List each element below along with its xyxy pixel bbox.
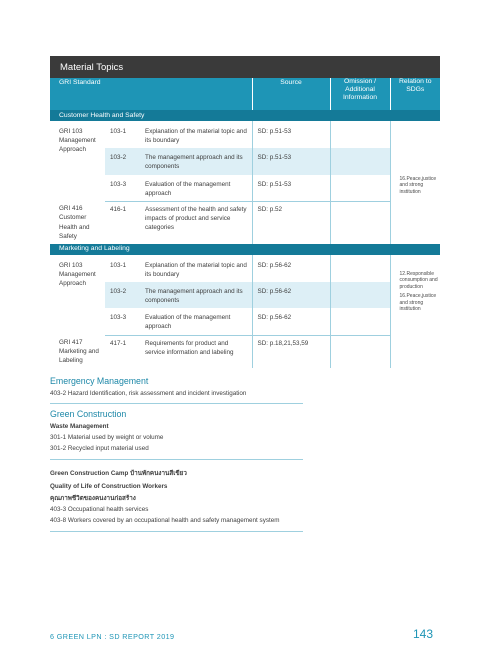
table-row <box>50 175 440 202</box>
section-row-marketing-labeling <box>50 244 440 255</box>
table-row <box>50 335 440 368</box>
omission-cell <box>330 201 390 244</box>
section-row-customer-health <box>50 110 440 121</box>
gri-standard-cell: GRI 416 Customer Health and Safety <box>59 205 90 240</box>
disclosure-code: 103-3 <box>105 175 141 202</box>
divider <box>50 531 303 532</box>
source-cell: SD: p.51-53 <box>252 175 330 202</box>
disclosure-403-8: 403-8 Workers covered by an occupational health and safety management system <box>50 516 280 524</box>
section-label: Marketing and Labeling <box>50 244 440 255</box>
table-row <box>50 308 440 335</box>
source-cell: SD: p.51-53 <box>252 121 330 148</box>
emergency-disclosure-403-2: 403-2 Hazard Identification, risk assessment and incident investigation <box>50 390 247 397</box>
page-number: 143 <box>413 627 434 641</box>
source-cell: SD: p.56-62 <box>252 308 330 335</box>
divider <box>50 403 303 404</box>
source-cell: SD: p.56-62 <box>252 282 330 308</box>
green-construction-heading: Green Construction <box>50 409 127 419</box>
disclosure-code: 416-1 <box>110 205 127 213</box>
disclosure-code: 103-1 <box>110 261 127 269</box>
omission-cell <box>330 335 390 368</box>
relation-sdgs-cell <box>390 121 440 244</box>
footer-report-title: 6 GREEN LPN : SD REPORT 2019 <box>50 632 175 641</box>
disclosure-code: 103-2 <box>105 148 141 174</box>
divider <box>50 459 303 460</box>
material-topics-title: Material Topics <box>60 61 124 73</box>
header-gri-standard: GRI Standard <box>50 78 252 110</box>
table-row <box>50 148 440 174</box>
disclosure-title: Requirements for product and service information and labeling <box>145 339 234 356</box>
table-row <box>50 255 440 282</box>
quality-of-life-thai-subheading: คุณภาพชีวิตของคนงานก่อสร้าง <box>50 494 136 502</box>
source-cell: SD: p.18,21,53,59 <box>252 335 330 368</box>
green-construction-section <box>50 409 303 532</box>
disclosure-403-3: 403-3 Occupational health services <box>50 505 149 513</box>
relation-sdgs-text-2: 16.Peace,justice and strong institution <box>399 293 437 313</box>
disclosure-title: Explanation of the material topic and its boundary <box>145 261 247 278</box>
disclosure-code: 103-3 <box>105 308 141 335</box>
header-omission: Omission / Additional Information <box>330 78 390 110</box>
disclosure-code: 103-1 <box>110 128 127 135</box>
header-relation-sdgs: Relation to SDGs <box>390 78 440 110</box>
disclosure-title: The management approach and its components <box>141 148 252 174</box>
disclosure-title: Evaluation of the management approach <box>141 308 252 335</box>
relation-sdgs-cell <box>390 255 440 369</box>
source-cell: SD: p.51-53 <box>252 148 330 174</box>
table-row <box>50 121 440 148</box>
disclosure-301-2: 301-2 Recycled input material used <box>50 445 149 453</box>
disclosure-code: 103-2 <box>105 282 141 308</box>
table-row <box>50 282 440 308</box>
disclosure-title: Evaluation of the management approach <box>141 175 252 202</box>
omission-cell <box>330 255 390 282</box>
disclosure-title: Explanation of the material topic and its boundary <box>145 128 247 145</box>
omission-cell <box>330 282 390 308</box>
disclosure-title: The management approach and its components <box>141 282 252 308</box>
omission-cell <box>330 308 390 335</box>
omission-cell <box>330 175 390 202</box>
relation-sdgs-text-1: 12.Responsible consumption and production <box>399 270 438 290</box>
green-camp-subheading: Green Construction Camp บ้านพักคนงานสีเขียว <box>50 470 187 478</box>
table-header-row <box>50 78 440 110</box>
disclosure-title: Assessment of the health and safety impacts of product and service categories <box>145 205 247 231</box>
disclosure-301-1: 301-1 Material used by weight or volume <box>50 434 164 442</box>
material-topics-table <box>50 78 440 368</box>
quality-of-life-subheading: Quality of Life of Construction Workers <box>50 482 168 490</box>
gri-standard-cell: GRI 103 Management Approach <box>59 261 96 287</box>
omission-cell <box>330 148 390 174</box>
source-cell: SD: p.52 <box>252 201 330 244</box>
relation-sdgs-text: 16.Peace,justice and strong institution <box>399 175 437 195</box>
emergency-management-section <box>50 376 303 404</box>
gri-standard-cell: GRI 417 Marketing and Labeling <box>59 339 99 365</box>
table-row <box>50 201 440 244</box>
disclosure-code: 417-1 <box>110 339 127 347</box>
omission-cell <box>330 121 390 148</box>
gri-standard-cell: GRI 103 Management Approach <box>59 128 96 154</box>
source-cell: SD: p.56-62 <box>252 255 330 282</box>
section-label: Customer Health and Safety <box>50 110 440 121</box>
material-topics-title-bar <box>50 56 440 78</box>
header-source: Source <box>252 78 330 110</box>
emergency-management-heading: Emergency Management <box>50 376 149 386</box>
waste-management-subheading: Waste Management <box>50 423 109 430</box>
